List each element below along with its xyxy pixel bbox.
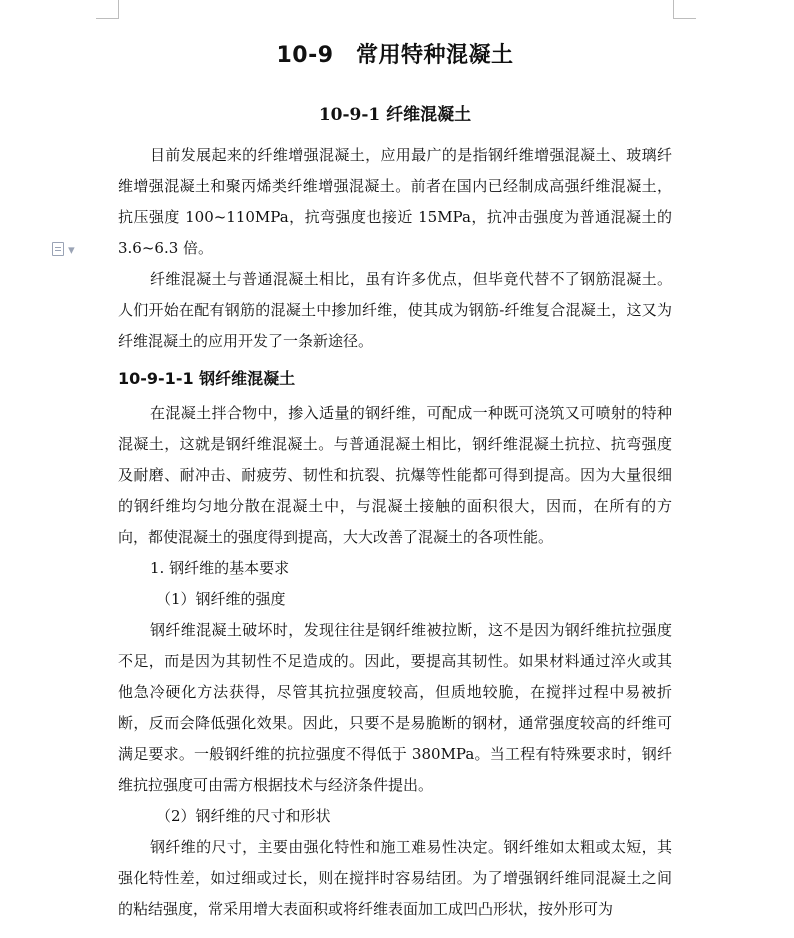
subsection-heading: 10-9-1-1 钢纤维混凝土 — [118, 369, 296, 388]
document-outline-icon[interactable] — [52, 240, 82, 258]
document-icon — [52, 242, 64, 256]
page-corner-mark-left — [96, 0, 119, 19]
document-body — [118, 140, 672, 925]
page-corner-mark-right — [673, 0, 696, 19]
list-item-basic-requirements: 1. 钢纤维的基本要求 — [150, 559, 290, 577]
list-item-size-shape: （2）钢纤维的尺寸和形状 — [156, 807, 331, 825]
paragraph-steel-fiber-2: 钢纤维混凝土破坏时，发现往往是钢纤维被拉断，这不是因为钢纤维抗拉强度不足，而是因为其韧性不足造成的。因此，要提高其韧性。如果材料通过淬火或其他急冷硬化方法获得，尽管其抗拉强度较高，但质地较脆，在搅拌过程中易被折断，反而会降低强化效果。因此，只要不是易脆断的钢材，通常强度较高的纤维可满足要求。一般钢纤维的抗拉强度不得低于 380MPa。当工程有特殊要求时，钢纤维抗拉强度可由需方根据技术与经济条件提出。 — [118, 621, 672, 794]
paragraph-steel-fiber-3: 钢纤维的尺寸，主要由强化特性和施工难易性决定。钢纤维如太粗或太短，其强化特性差，如过细或过长，则在搅拌时容易结团。为了增强钢纤维同混凝土之间的粘结强度，常采用增大表面积或将纤维表面加工成凹凸形状，按外形可为 — [118, 838, 672, 918]
dropdown-caret-icon: ▾ — [68, 243, 75, 258]
page-title: 10-9 常用特种混凝土 — [276, 43, 514, 68]
paragraph-steel-fiber-1: 在混凝土拌合物中，掺入适量的钢纤维，可配成一种既可浇筑又可喷射的特种混凝土，这就是钢纤维混凝土。与普通混凝土相比，钢纤维混凝土抗拉、抗弯强度及耐磨、耐冲击、耐疲劳、韧性和抗裂、抗爆等性能都可得到提高。因为大量很细的钢纤维均匀地分散在混凝土中，与混凝土接触的面积很大，因而，在所有的方向，都使混凝土的强度得到提高，大大改善了混凝土的各项性能。 — [118, 404, 672, 546]
paragraph-intro-2: 纤维混凝土与普通混凝土相比，虽有许多优点，但毕竟代替不了钢筋混凝土。人们开始在配有钢筋的混凝土中掺加纤维，使其成为钢筋-纤维复合混凝土，这又为纤维混凝土的应用开发了一条新途径。 — [118, 270, 672, 350]
list-item-strength: （1）钢纤维的强度 — [156, 590, 286, 608]
paragraph-intro-1: 目前发展起来的纤维增强混凝土，应用最广的是指钢纤维增强混凝土、玻璃纤维增强混凝土和聚丙烯类纤维增强混凝土。前者在国内已经制成高强纤维混凝土，抗压强度 100~110MPa，抗弯强度也接近 15MPa，抗冲击强度为普通混凝土的 3.6~6.3 倍。 — [118, 146, 672, 257]
section-heading: 10-9-1 纤维混凝土 — [318, 105, 472, 125]
